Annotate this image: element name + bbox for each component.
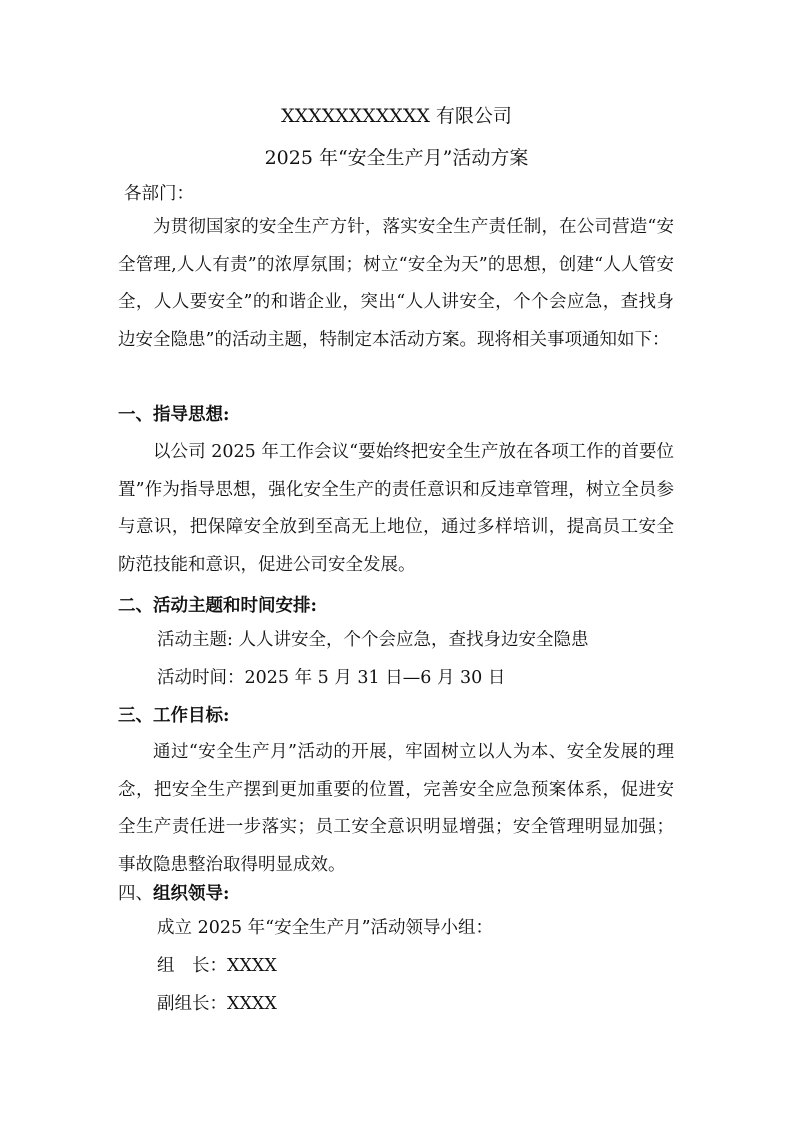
section-heading-work-goals: 三、工作目标:: [118, 706, 230, 726]
activity-theme: 活动主题: 人人讲安全，个个会应急，查找身边安全隐患: [157, 630, 589, 650]
intro-text: 为贯彻国家的安全生产方针，落实安全生产责任制，在公司营造“安全管理,人人有责”的浓厚氛围；树立“安全为天”的思想，创建“人人管安全，人人要安全”的和谐企业，突出“人人讲安全，个个会应急，查找身边安全隐患”的活动主题，特制定本活动方案。现将相关事项通知如下：: [118, 217, 674, 350]
section-number: 四、: [118, 884, 153, 904]
section-heading-text: 组织领导:: [153, 884, 230, 904]
activity-time: 活动时间：2025 年 5 月 31 日—6 月 30 日: [157, 668, 506, 688]
deputy-group-leader: 副组长：XXXX: [157, 994, 277, 1014]
section-heading-organization: [118, 880, 229, 905]
guiding-thought-paragraph: [118, 434, 674, 584]
guiding-thought-text: 以公司 2025 年工作会议“要始终把安全生产放在各项工作的首要位置”作为指导思想，强化安全生产的责任意识和反违章管理，树立全员参与意识，把保障安全放到至高无上地位，通过多样培训，提高员工安全防范技能和意识，促进公司安全发展。: [118, 442, 674, 575]
leadership-group-intro: 成立 2025 年“安全生产月”活动领导小组：: [157, 918, 494, 938]
intro-paragraph: [118, 209, 674, 359]
company-title: XXXXXXXXXXX 有限公司: [281, 105, 512, 127]
group-leader: 组 长：XXXX: [157, 956, 277, 976]
section-heading-theme-schedule: 二、活动主题和时间安排:: [118, 596, 317, 616]
work-goals-text: 通过“安全生产月”活动的开展，牢固树立以人为本、安全发展的理念，把安全生产摆到更加重要的位置，完善安全应急预案体系，促进安全生产责任进一步落实；员工安全意识明显增强；安全管理明显加强；事故隐患整治取得明显成效。: [118, 742, 674, 875]
salutation: 各部门：: [124, 184, 194, 204]
work-goals-paragraph: [118, 734, 674, 884]
plan-title: 2025 年“安全生产月”活动方案: [264, 147, 529, 169]
section-heading-guiding-thought: 一、指导思想:: [118, 405, 230, 425]
